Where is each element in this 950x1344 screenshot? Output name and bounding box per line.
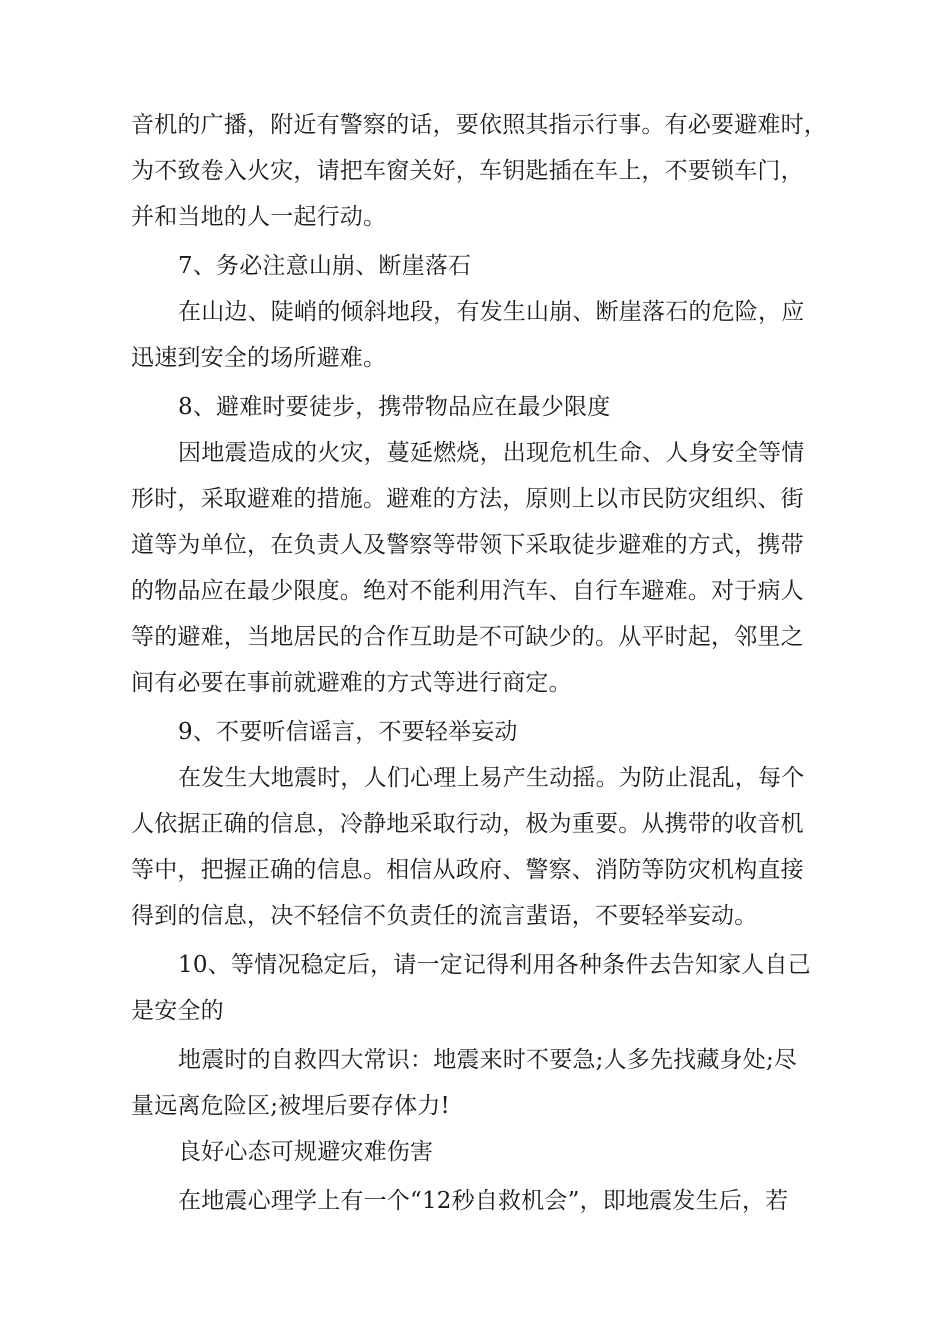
subheading: 良好心态可规避灾难伤害	[178, 1139, 434, 1165]
section-heading-10-continued: 是安全的	[131, 998, 224, 1024]
body-text-line: 得到的信息，决不轻信不负责任的流言蜚语，不要轻举妄动。	[131, 903, 758, 929]
body-text-line: 在地震心理学上有一个“12秒自救机会”，即地震发生后，若	[178, 1188, 789, 1214]
body-text-line: 量远离危险区;被埋后要存体力!	[131, 1093, 450, 1119]
body-text-line: 的物品应在最少限度。绝对不能利用汽车、自行车避难。对于病人	[131, 578, 804, 604]
body-text-line: 在发生大地震时，人们心理上易产生动摇。为防止混乱，每个	[178, 765, 805, 791]
section-heading-10: 10、等情况稳定后，请一定记得利用各种条件去告知家人自己	[178, 952, 811, 978]
body-text-line: 在山边、陡峭的倾斜地段，有发生山崩、断崖落石的危险，应	[178, 299, 805, 325]
section-heading-8: 8、避难时要徒步，携带物品应在最少限度	[178, 394, 611, 420]
section-heading-9: 9、不要听信谣言，不要轻举妄动	[178, 719, 518, 745]
body-text-line: 道等为单位，在负责人及警察等带领下采取徒步避难的方式，携带	[131, 532, 804, 558]
body-text-line: 音机的广播，附近有警察的话，要依照其指示行事。有必要避难时，	[131, 112, 827, 138]
section-heading-7: 7、务必注意山崩、断崖落石	[178, 253, 472, 279]
body-text-line: 人依据正确的信息，冷静地采取行动，极为重要。从携带的收音机	[131, 811, 804, 837]
body-text-line: 形时，采取避难的措施。避难的方法，原则上以市民防灾组织、街	[131, 486, 804, 512]
body-text-line: 地震时的自救四大常识：地震来时不要急;人多先找藏身处;尽	[178, 1047, 798, 1073]
body-text-line: 因地震造成的火灾，蔓延燃烧，出现危机生命、人身安全等情	[178, 440, 805, 466]
body-text-line: 为不致卷入火灾，请把车窗关好，车钥匙插在车上，不要锁车门，	[131, 158, 804, 184]
body-text-line: 间有必要在事前就避难的方式等进行商定。	[131, 670, 572, 696]
body-text-line: 等中，把握正确的信息。相信从政府、警察、消防等防灾机构直接	[131, 857, 804, 883]
body-text-line: 等的避难，当地居民的合作互助是不可缺少的。从平时起，邻里之	[131, 624, 804, 650]
body-text-line: 迅速到安全的场所避难。	[131, 345, 387, 371]
body-text-line: 并和当地的人一起行动。	[131, 204, 387, 230]
